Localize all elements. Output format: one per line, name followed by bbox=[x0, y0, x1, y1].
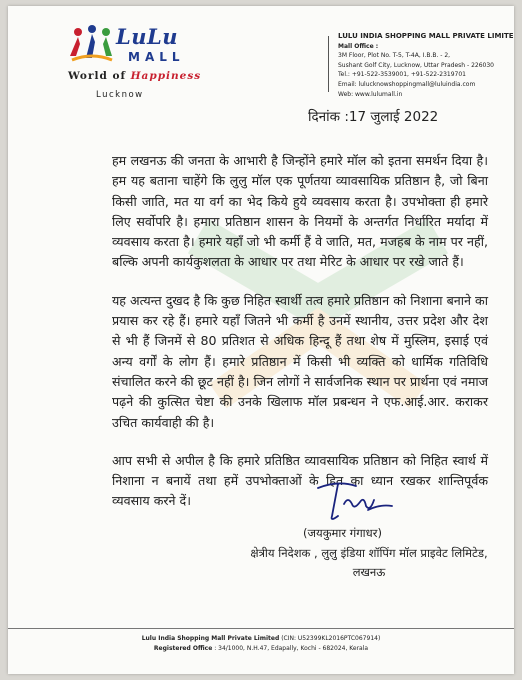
header-divider bbox=[328, 36, 329, 92]
logo-city: Lucknow bbox=[96, 90, 144, 100]
signatory-name: (जयकुमार गंगाधर) bbox=[303, 526, 382, 540]
signatory-designation-block bbox=[238, 544, 500, 582]
tagline-highlight: Happiness bbox=[130, 70, 202, 82]
logo-brand-text: LuLu bbox=[116, 24, 179, 49]
company-address-block bbox=[338, 32, 514, 99]
footer-line-1 bbox=[8, 634, 514, 644]
address-line-2: Sushant Golf City, Lucknow, Uttar Pradesh - 226030 bbox=[338, 61, 494, 69]
footer-company: Lulu India Shopping Mall Private Limited bbox=[141, 635, 280, 642]
footer-reg-address: : 34/1000, N.H.47, Edapally, Kochi - 682024, Kerala bbox=[212, 645, 369, 652]
letter-footer bbox=[8, 634, 514, 654]
company-name: LULU INDIA SHOPPING MALL PRIVATE LIMITE bbox=[338, 32, 514, 40]
signatory-designation: क्षेत्रीय निदेशक , लुलु इंडिया शॉपिंग मॉल प्राइवेट लिमिटेड, bbox=[250, 546, 488, 560]
footer-reg-label: Registered Office bbox=[153, 645, 213, 652]
footer-line-2 bbox=[8, 644, 514, 654]
lulu-mall-logo bbox=[68, 24, 202, 104]
address-line-1: 3M Floor, Plot No. T-5, T-4A, I.B.B. - 2, bbox=[338, 52, 451, 60]
footer-divider bbox=[8, 628, 514, 629]
logo-mall-text: MALL bbox=[128, 50, 185, 64]
paragraph-3: आप सभी से अपील है कि हमारे प्रतिष्ठित व्यावसायिक प्रतिष्ठान को निहित स्वार्थ में निशाना न बनायें तथा हमें उपभोक्ताओं के हित का ध्यान रखकर शान्तिपूर्वक व्यवसाय करने दें। bbox=[112, 452, 488, 509]
letter-body bbox=[112, 151, 488, 530]
tagline-prefix: World of bbox=[68, 70, 131, 82]
handwritten-signature bbox=[308, 476, 398, 526]
telephone: Tel.: +91-522-3539001, +91-522-2319701 bbox=[338, 71, 466, 79]
signatory-city: लखनऊ bbox=[352, 565, 386, 579]
email: Email: lulucknowshoppingmall@luluindia.com bbox=[338, 80, 476, 88]
letter-date: दिनांक :17 जुलाई 2022 bbox=[308, 109, 439, 125]
paragraph-1: हम लखनऊ की जनता के आभारी है जिन्होंने हमारे मॉल को इतना समर्थन दिया है। हम यह बताना चाहेंगे कि लुलु मॉल एक पूर्णतया व्यावसायिक प्रतिष्ठान है, जो बिना किसी जाति, मत या वर्ग का भेद किये हुये व्यवसाय करता है। उपभोक्ता ही हमारे लिए सर्वोपरि है। हमारा प्रतिष्ठान शासन के नियमों के अन्तर्गत निर्धारित मर्यादा में व्यवसाय करता है। हमारे यहाँ जो भी कर्मी हैं वे जाति, मत, मजहब के नाम पर नहीं, बल्कि अपनी कार्यकुशलता के आधार पर तथा मेरिट के आधार पर रखे जाते हैं। bbox=[112, 153, 488, 270]
letter-page bbox=[8, 6, 514, 674]
website: Web: www.lulumall.in bbox=[338, 90, 403, 98]
logo-tagline bbox=[68, 70, 201, 82]
lulu-figures-icon bbox=[68, 24, 116, 68]
footer-cin: (CIN: U52399KL2016PTC067914) bbox=[279, 635, 381, 642]
paragraph-2: यह अत्यन्त दुखद है कि कुछ निहित स्वार्थी तत्व हमारे प्रतिष्ठान को निशाना बनाने का प्रयास कर रहे हैं। हमारे यहाँ जितने भी कर्मी है उनमें स्थानीय, उत्तर प्रदेश और देश से भी हैं जिनमें से 80 प्रतिशत से अधिक हिन्दू हैं तथा शेष में मुस्लिम, इसाई एवं अन्य वर्गों के लोग हैं। हमारे प्रतिष्ठान में किसी भी व्यक्ति को धार्मिक गतिविधि संचालित करने की छूट नहीं है। जिन लोगों ने सार्वजनिक स्थान पर प्रार्थना एवं नमाज पढ़ने की कुत्सित चेष्टा की उनके खिलाफ मॉल प्रबन्धन ने एफ.आई.आर. कराकर उचित कार्यवाही की है। bbox=[112, 292, 488, 430]
office-label: Mall Office : bbox=[338, 42, 379, 50]
